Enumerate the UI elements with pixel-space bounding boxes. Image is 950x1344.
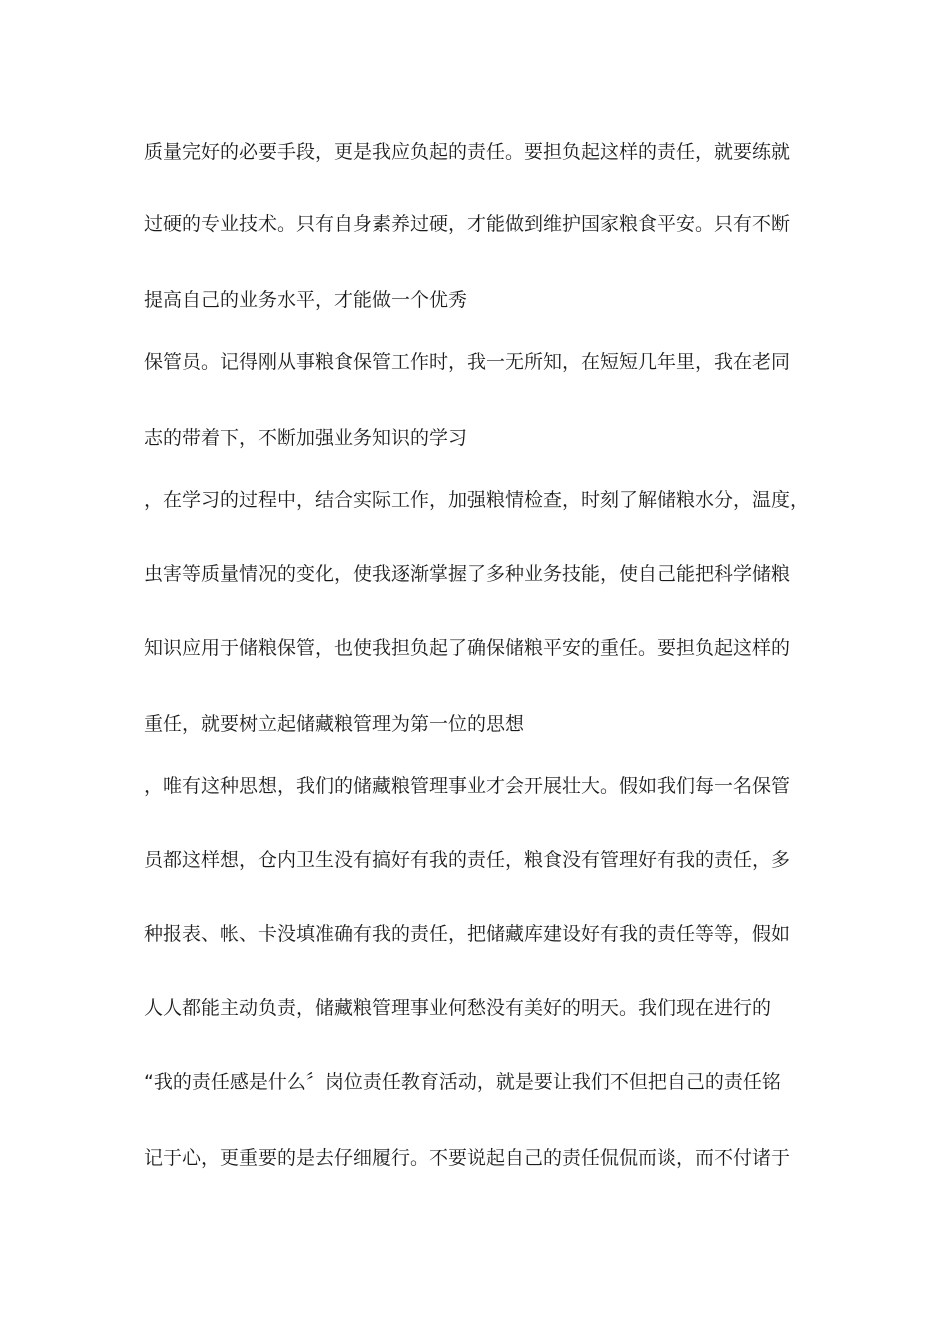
paragraph-line: 虫害等质量情况的变化，使我逐渐掌握了多种业务技能，使自己能把科学储粮	[144, 563, 791, 585]
paragraph-line: “我的责任感是什么〞岗位责任教育活动，就是要让我们不但把自己的责任铭	[144, 1071, 781, 1093]
paragraph-line: ，在学习的过程中，结合实际工作，加强粮情检查，时刻了解储粮水分，温度，	[144, 489, 810, 511]
paragraph-line: 知识应用于储粮保管，也使我担负起了确保储粮平安的重任。要担负起这样的	[144, 637, 791, 659]
paragraph-line: ，唯有这种思想，我们的储藏粮管理事业才会开展壮大。假如我们每一名保管	[144, 775, 791, 797]
paragraph-line: 提高自己的业务水平，才能做一个优秀	[144, 289, 468, 311]
paragraph-line: 保管员。记得刚从事粮食保管工作时，我一无所知，在短短几年里，我在老同	[144, 351, 791, 373]
paragraph-line: 人人都能主动负责，储藏粮管理事业何愁没有美好的明天。我们现在进行的	[144, 997, 772, 1019]
paragraph-line: 记于心，更重要的是去仔细履行。不要说起自己的责任侃侃而谈，而不付诸于	[144, 1147, 791, 1169]
paragraph-line: 重任，就要树立起储藏粮管理为第一位的思想	[144, 713, 525, 735]
paragraph-line: 种报表、帐、卡没填准确有我的责任，把储藏库建设好有我的责任等等，假如	[144, 923, 791, 945]
paragraph-line: 志的带着下，不断加强业务知识的学习	[144, 427, 468, 449]
paragraph-line: 质量完好的必要手段，更是我应负起的责任。要担负起这样的责任，就要练就	[144, 141, 791, 163]
paragraph-line: 过硬的专业技术。只有自身素养过硬，才能做到维护国家粮食平安。只有不断	[144, 213, 791, 235]
paragraph-line: 员都这样想，仓内卫生没有搞好有我的责任，粮食没有管理好有我的责任，多	[144, 849, 791, 871]
